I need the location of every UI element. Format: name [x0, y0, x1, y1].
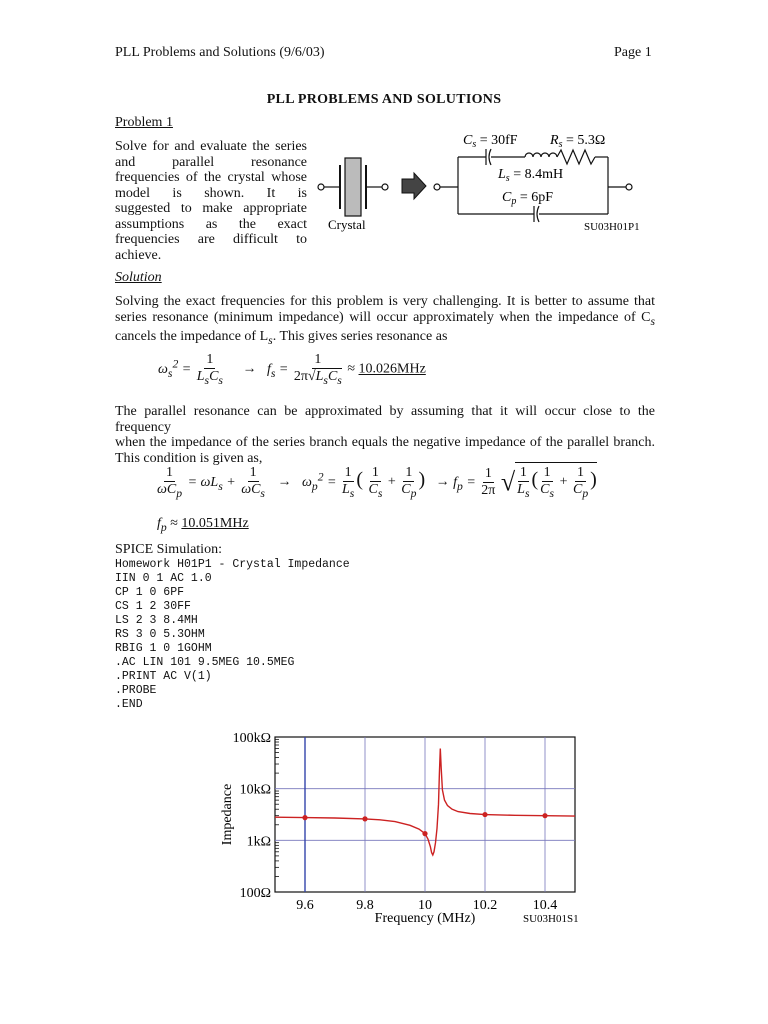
cs-subscript: s [472, 139, 477, 150]
y-axis-label: Impedance [220, 783, 235, 846]
data-point-marker [362, 816, 367, 821]
y-tick-label: 10kΩ [239, 782, 271, 798]
problem-text [115, 139, 307, 263]
problem-line: achieve. [115, 247, 162, 263]
svg-text:Cp = 6pF [502, 190, 553, 207]
spice-netlist [115, 558, 350, 712]
para2-line-1: The parallel resonance can be approximated by assuming that it will occur close to the frequency [115, 404, 655, 435]
para1-sub-1: s [650, 314, 655, 328]
ls-subscript: s [505, 173, 510, 184]
para2-line-2: when the impedance of the series branch equals the negative impedance of the parallel branch. [115, 435, 655, 450]
rs-symbol: R [550, 133, 559, 148]
spice-line: LS 2 3 8.4MH [115, 614, 198, 627]
y-tick-label: 100Ω [239, 886, 271, 901]
problem-line: frequencies of the crystal whose [115, 170, 307, 185]
problem-line: and parallel resonance [115, 154, 307, 170]
spice-line: IIN 0 1 AC 1.0 [115, 572, 212, 585]
equivalent-circuit [434, 149, 632, 222]
y-tick-label: 100kΩ [232, 731, 271, 746]
cs-value: = 30fF [476, 133, 518, 148]
x-axis-label: Frequency (MHz) [374, 911, 476, 926]
y-tick-labels [233, 731, 271, 901]
problem-line: model is shown. It is [115, 185, 307, 201]
cp-subscript: p [511, 196, 517, 207]
data-point-marker [422, 831, 427, 836]
cp-symbol: C [502, 190, 512, 205]
x-tick-label: 10 [418, 898, 432, 913]
data-point-marker [542, 813, 547, 818]
circuit-figure-id: SU03H01P1 [584, 221, 640, 233]
problem-line: Solve for and evaluate the series [115, 139, 307, 154]
spice-line: .PRINT AC V(1) [115, 670, 212, 683]
para1-tail: . This gives series resonance as [272, 328, 448, 344]
problem-heading: Problem 1 [115, 115, 173, 130]
svg-text:Ls = 8.4mH [497, 167, 563, 184]
solution-heading: Solution [115, 270, 162, 285]
impedance-chart [205, 725, 605, 930]
x-tick-label: 10.4 [532, 898, 558, 913]
equation-series-resonance: $\omega_s^2$ = $\frac{1}{L_sC_s}$ → $f_s$ = $\frac{1}{2\pi√L_sC_s}$ ≈ 10.026MHz [158, 352, 426, 387]
series-resonance-result: 10.026MHz [358, 361, 426, 377]
spice-line: RBIG 1 0 1GOHM [115, 642, 212, 655]
rs-value: = 5.3Ω [562, 133, 606, 148]
chart-grid [275, 737, 575, 892]
spice-line: CP 1 0 6PF [115, 586, 185, 599]
para1-line-1: Solving the exact frequencies for this problem is very challenging. It is better to assume that [115, 294, 655, 309]
x-tick-label: 9.8 [356, 898, 374, 913]
svg-text:Rs = 5.3Ω [549, 133, 605, 150]
problem-line: frequencies are difficult to [115, 232, 307, 247]
svg-text:Cs = 30fF [463, 133, 518, 150]
arrow-icon [402, 173, 426, 199]
spice-line: .END [115, 698, 143, 711]
x-tick-label: 10.2 [472, 898, 498, 913]
crystal-label: Crystal [328, 217, 366, 232]
crystal-circuit-diagram [310, 125, 660, 240]
data-point-marker [302, 815, 307, 820]
cs-symbol: C [463, 133, 473, 148]
page-number: Page 1 [614, 45, 652, 60]
chart-figure-id: SU03H01S1 [523, 913, 579, 925]
crystal-symbol [318, 158, 388, 216]
ls-symbol: L [498, 167, 506, 182]
equation-parallel-condition: $\frac{1}{\omega C_p}$ = $\omega L_s$ + $\frac{1}{\omega C_s}$ → $\omega_p^2$ = $\frac{1}{L_s}$ ( $\frac{1}{C_s}$ + $\frac{1}{C_p}$ ) → $f_p$ = $\frac{1}{2\pi}$ √ $\frac{1}{L_s}$ ( $\frac{1}{C_s}$ + $\frac{1}{C_p}$ ) [155, 462, 597, 500]
equation-parallel-result: $f_p \approx 10.051MHz$ [157, 516, 249, 534]
cp-value: = 6pF [516, 190, 554, 205]
ls-value: = 8.4mH [509, 167, 564, 182]
problem-line: assumptions as the exact [115, 216, 307, 232]
rs-subscript: s [558, 139, 563, 150]
document-title: PLL PROBLEMS AND SOLUTIONS [266, 92, 502, 107]
solution-paragraph-2 [115, 404, 655, 466]
solution-paragraph-1 [115, 294, 655, 348]
spice-line: Homework H01P1 - Crystal Impedance [115, 558, 350, 571]
spice-line: .AC LIN 101 9.5MEG 10.5MEG [115, 656, 295, 669]
data-point-marker [482, 812, 487, 817]
parallel-resonance-result: 10.051MHz [181, 516, 249, 531]
para1-line-2: series resonance (minimum impedance) will occur approximately when the impedance of C [115, 309, 651, 325]
spice-line: CS 1 2 30FF [115, 600, 191, 613]
para1-sub-2: s [268, 333, 273, 347]
problem-line: suggested to make appropriate [115, 201, 307, 216]
para2-line-3: This condition is given as, [115, 450, 263, 466]
y-tick-label: 1kΩ [246, 834, 271, 850]
spice-line: RS 3 0 5.3OHM [115, 628, 205, 641]
para1-line-3: cancels the impedance of L [115, 328, 269, 344]
spice-heading: SPICE Simulation: [115, 542, 222, 557]
spice-line: .PROBE [115, 684, 157, 697]
x-tick-label: 9.6 [296, 898, 314, 913]
page-header-title: PLL Problems and Solutions (9/6/03) [115, 45, 325, 60]
